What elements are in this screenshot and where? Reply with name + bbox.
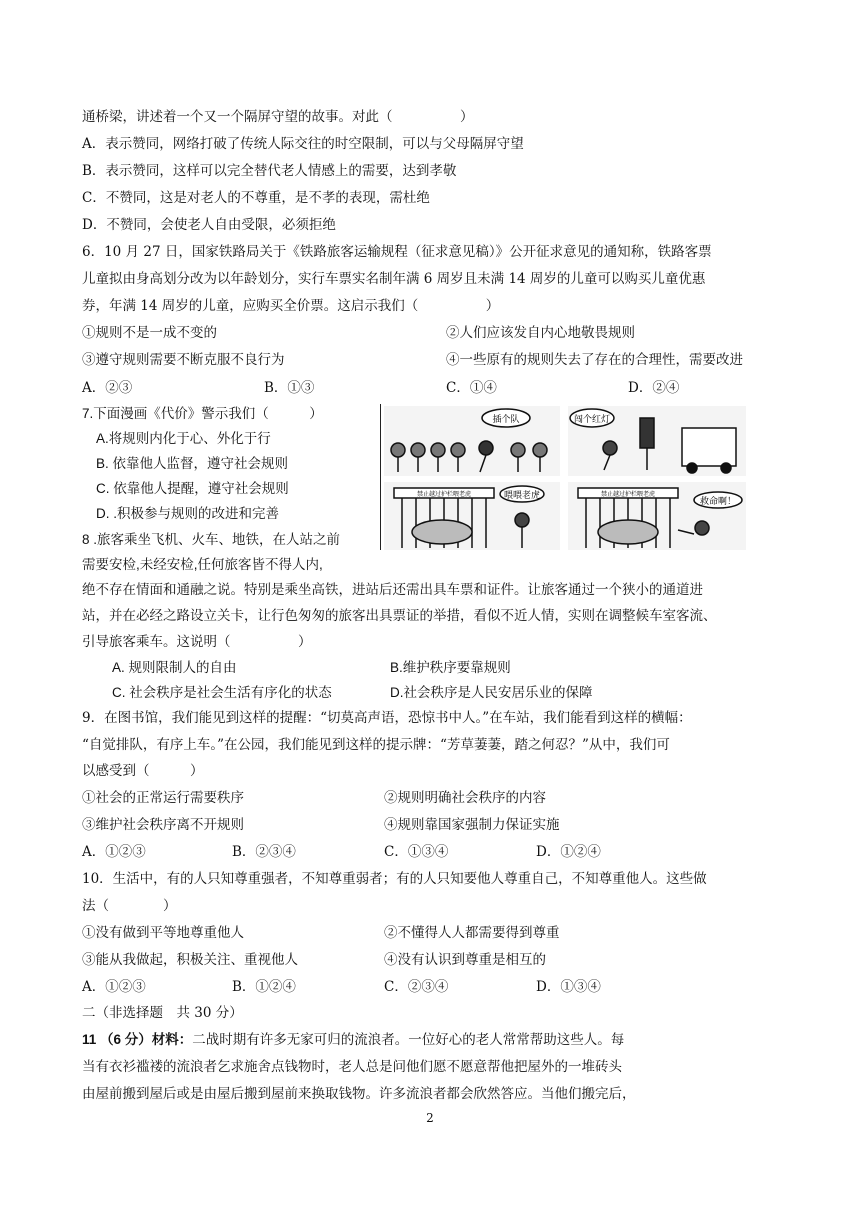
q5-stem-end: 通桥梁，讲述着一个又一个隔屏守望的故事。对此（ ） xyxy=(82,109,474,125)
q11-material-label: 材料： xyxy=(151,1032,193,1048)
q6-option-d: D．②④ xyxy=(628,380,680,396)
q11-line2: 当有衣衫褴褛的流浪者乞求施舍点钱物时，老人总是问他们愿不愿意帮他把屋外的一堆砖头 xyxy=(82,1059,622,1075)
q6-statement-3: ③遵守规则需要不断克服不良行为 xyxy=(82,352,285,368)
q10-stem-line2: 法（ ） xyxy=(82,898,177,914)
q10-option-b: B．①②④ xyxy=(232,979,296,995)
q11-line3: 由屋前搬到屋后或是由屋后搬到屋前来换取钱物。许多流浪者都会欣然答应。当他们搬完后， xyxy=(82,1086,636,1102)
q11-number: 11 （6 分） xyxy=(82,1032,152,1047)
page-number: 2 xyxy=(426,1111,434,1125)
q8-option-d: D.社会秩序是人民安居乐业的保障 xyxy=(390,685,593,700)
bubble-feed-tiger: 喂喂老虎 xyxy=(503,491,541,501)
q9-statement-4: ④规则靠国家强制力保证实施 xyxy=(384,817,560,833)
bubble-run-red-light: 闯个红灯 xyxy=(573,415,611,425)
q5-option-c: C．不赞同，这是对老人的不尊重，是不孝的表现，需杜绝 xyxy=(82,190,430,206)
q8-option-b: B.维护秩序要靠规则 xyxy=(390,660,511,675)
q7-option-b: B. 依靠他人监督，遵守社会规则 xyxy=(96,456,289,471)
q9-option-d: D．①②④ xyxy=(536,844,601,860)
comic-daijia xyxy=(382,404,748,552)
q10-option-a: A．①②③ xyxy=(82,979,146,995)
q9-stem-line3: 以感受到（ ） xyxy=(82,763,204,779)
q10-statement-2: ②不懂得人人都需要得到尊重 xyxy=(384,925,560,941)
q6-statement-4: ④一些原有的规则失去了存在的合理性，需要改进 xyxy=(446,352,743,368)
q8-option-c: C. 社会秩序是社会生活有序化的状态 xyxy=(112,685,332,700)
cage-sign-2: 禁止越过护栏喂老虎 xyxy=(600,491,656,498)
q6-option-c: C．①④ xyxy=(446,380,497,396)
q8-stem-line5: 引导旅客乘车。这说明（ ） xyxy=(82,634,312,650)
q10-statement-1: ①没有做到平等地尊重他人 xyxy=(82,925,244,941)
q9-option-b: B．②③④ xyxy=(232,844,296,860)
q9-option-a: A．①②③ xyxy=(82,844,146,860)
q6-statement-2: ②人们应该发自内心地敬畏规则 xyxy=(446,325,635,341)
q7-option-d: D. .积极参与规则的改进和完善 xyxy=(96,506,280,521)
q5-option-a: A．表示赞同，网络打破了传统人际交往的时空限制，可以与父母隔屏守望 xyxy=(82,136,524,152)
q6-stem-line2: 儿童拟由身高划分改为以年龄划分，实行车票实名制年满 6 周岁且未满 14 周岁的儿童可以购买儿童优惠 xyxy=(82,271,706,287)
q6-option-a: A．②③ xyxy=(82,380,133,396)
q11-text-1: 二战时期有许多无家可归的流浪者。一位好心的老人常常帮助这些人。每 xyxy=(192,1032,625,1048)
q6-statement-1: ①规则不是一成不变的 xyxy=(82,325,217,341)
q6-option-b: B．①③ xyxy=(264,380,315,396)
bubble-help: 救命啊！ xyxy=(699,497,737,507)
panel-queue xyxy=(384,406,560,476)
q9-option-c: C．①③④ xyxy=(384,844,449,860)
q9-statement-3: ③维护社会秩序离不开规则 xyxy=(82,817,244,833)
q11-line1 xyxy=(82,1031,624,1049)
q9-stem-line1: 9．在图书馆，我们能见到这样的提醒：“切莫高声语，恐惊书中人。”在车站，我们能看到这样的横幅： xyxy=(82,710,692,726)
q6-stem-line3: 券，年满 14 周岁的儿童，应购买全价票。这启示我们（ ） xyxy=(82,298,500,314)
q5-option-d: D．不赞同，会使老人自由受限，必须拒绝 xyxy=(82,217,336,233)
q10-option-c: C．②③④ xyxy=(384,979,449,995)
q10-stem-line1: 10．生活中，有的人只知尊重强者，不知尊重弱者；有的人只知要他人尊重自己，不知尊重他人。这些做 xyxy=(82,871,707,887)
q8-stem-line1: 8 .旅客乘坐飞机、火车、地铁，在人站之前 xyxy=(82,532,341,547)
q10-statement-3: ③能从我做起，积极关注、重视他人 xyxy=(82,952,298,968)
q7-option-c: C. 依靠他人提醒，遵守社会规则 xyxy=(96,481,289,496)
cage-sign: 禁止越过护栏喂老虎 xyxy=(416,491,472,498)
bubble-cut-in-line: 插个队 xyxy=(492,415,520,425)
q6-stem-line1: 6．10 月 27 日，国家铁路局关于《铁路旅客运输规程（征求意见稿）》公开征求意见的通知称，铁路客票 xyxy=(82,244,712,260)
q10-option-d: D．①③④ xyxy=(536,979,601,995)
q8-stem-line4: 站，并在必经之路设立关卡，让行色匆匆的旅客出具票证的举措，看似不近人情，实则在调整候车室客流、 xyxy=(82,608,717,624)
q9-statement-2: ②规则明确社会秩序的内容 xyxy=(384,790,546,806)
q9-statement-1: ①社会的正常运行需要秩序 xyxy=(82,790,244,806)
q10-statement-4: ④没有认识到尊重是相互的 xyxy=(384,952,546,968)
q7-option-a: A.将规则内化于心、外化于行 xyxy=(96,431,271,446)
q9-stem-line2: “自觉排队，有序上车。”在公园，我们能见到这样的提示牌：“芳草萋萋，踏之何忍？”从中，我们可 xyxy=(82,737,670,753)
q8-option-a: A. 规则限制人的自由 xyxy=(112,660,237,675)
q8-stem-line2: 需要安检,未经安检,任何旅客皆不得人内, xyxy=(82,557,323,572)
q7-stem: 7.下面漫画《代价》警示我们（ ） xyxy=(82,406,323,421)
q8-stem-line3: 绝不存在情面和通融之说。特别是乘坐高铁，进站后还需出具车票和证件。让旅客通过一个狭小的通道进 xyxy=(82,582,703,598)
comic-divider xyxy=(380,404,381,550)
q5-option-b: B．表示赞同，这样可以完全替代老人情感上的需要，达到孝敬 xyxy=(82,163,457,179)
panel-help xyxy=(568,482,746,550)
section-two-heading: 二（非选择题 共 30 分） xyxy=(82,1005,243,1021)
